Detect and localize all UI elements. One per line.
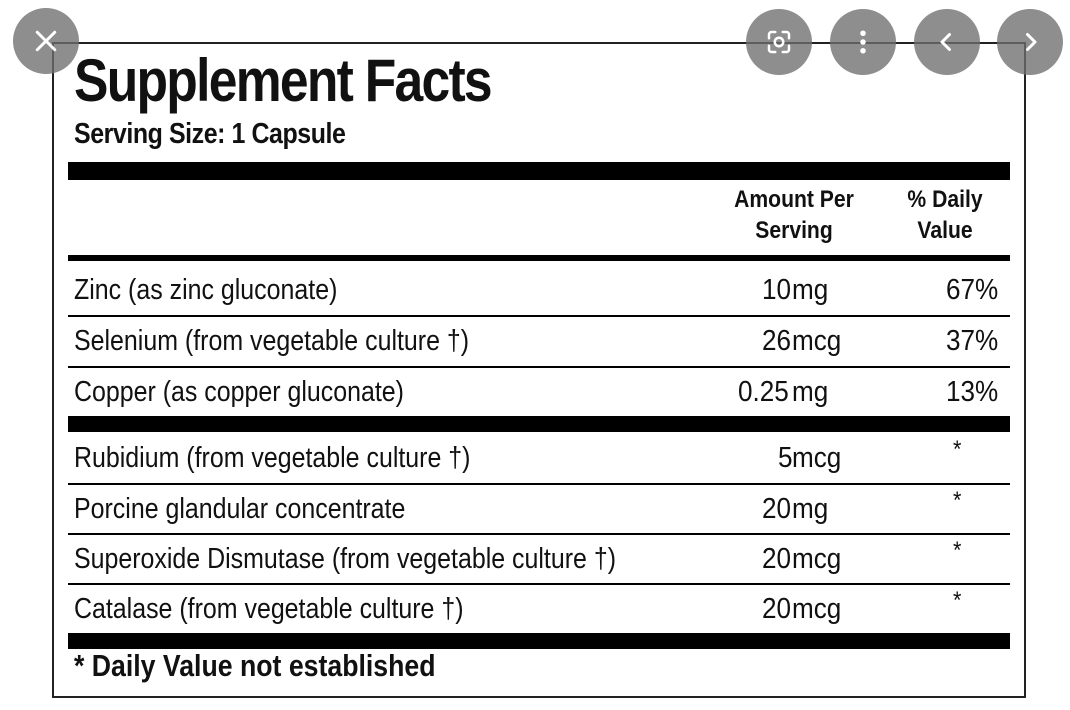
nutrient-unit: mcg <box>792 543 842 575</box>
nutrient-name: Copper (as copper gluconate) <box>74 376 404 408</box>
nutrient-amount: 20 <box>761 543 791 575</box>
nutrient-daily-value: * <box>952 487 962 514</box>
label-title: Supplement Facts <box>74 47 491 114</box>
chevron-left-icon <box>932 27 962 57</box>
next-image-button[interactable] <box>997 9 1063 75</box>
nutrient-name: Selenium (from vegetable culture †) <box>74 325 470 357</box>
close-icon <box>31 26 61 56</box>
nutrient-daily-value: 13% <box>945 376 999 408</box>
nutrient-unit: mcg <box>792 325 842 357</box>
footnote: * Daily Value not established <box>74 648 436 683</box>
column-header-daily-value: % Daily Value <box>907 186 983 244</box>
nutrient-amount: 10 <box>761 274 791 306</box>
chevron-right-icon <box>1015 27 1045 57</box>
nutrient-row <box>74 485 1004 533</box>
nutrient-daily-value: * <box>952 436 962 463</box>
nutrient-daily-value: * <box>952 587 962 614</box>
nutrient-unit: mg <box>792 493 829 525</box>
thick-divider <box>68 162 1010 180</box>
nutrient-unit: mcg <box>792 442 842 474</box>
lens-search-button[interactable] <box>746 9 812 75</box>
close-button[interactable] <box>13 8 79 74</box>
nutrient-row <box>74 585 1004 633</box>
nutrient-name: Rubidium (from vegetable culture †) <box>74 442 471 474</box>
nutrient-row <box>74 368 1004 416</box>
lens-icon <box>764 27 794 57</box>
nutrient-daily-value: 37% <box>945 325 999 357</box>
nutrient-unit: mcg <box>792 593 842 625</box>
more-vert-icon <box>848 27 878 57</box>
nutrient-row <box>74 317 1004 365</box>
nutrient-daily-value: * <box>952 537 962 564</box>
more-options-button[interactable] <box>830 9 896 75</box>
nutrient-unit: mg <box>792 274 829 306</box>
nutrient-amount: 20 <box>761 593 791 625</box>
thick-divider <box>68 416 1010 432</box>
nutrient-name: Porcine glandular concentrate <box>74 493 406 525</box>
column-header-amount: Amount Per Serving <box>734 186 854 244</box>
previous-image-button[interactable] <box>914 9 980 75</box>
nutrient-row <box>74 266 1004 314</box>
thick-divider <box>68 633 1010 649</box>
nutrient-name: Zinc (as zinc gluconate) <box>74 274 338 306</box>
nutrient-amount: 0.25 <box>737 376 789 408</box>
nutrient-row <box>74 434 1004 482</box>
header-divider <box>68 255 1010 261</box>
nutrient-amount: 26 <box>761 325 791 357</box>
nutrient-amount: 20 <box>761 493 791 525</box>
nutrient-name: Superoxide Dismutase (from vegetable culture †) <box>74 543 617 575</box>
nutrient-name: Catalase (from vegetable culture †) <box>74 593 464 625</box>
nutrient-row <box>74 535 1004 583</box>
nutrient-daily-value: 67% <box>945 274 999 306</box>
nutrient-unit: mg <box>792 376 829 408</box>
supplement-facts-label <box>52 42 1026 698</box>
nutrient-amount: 5 <box>777 442 793 474</box>
serving-size: Serving Size: 1 Capsule <box>74 118 346 150</box>
